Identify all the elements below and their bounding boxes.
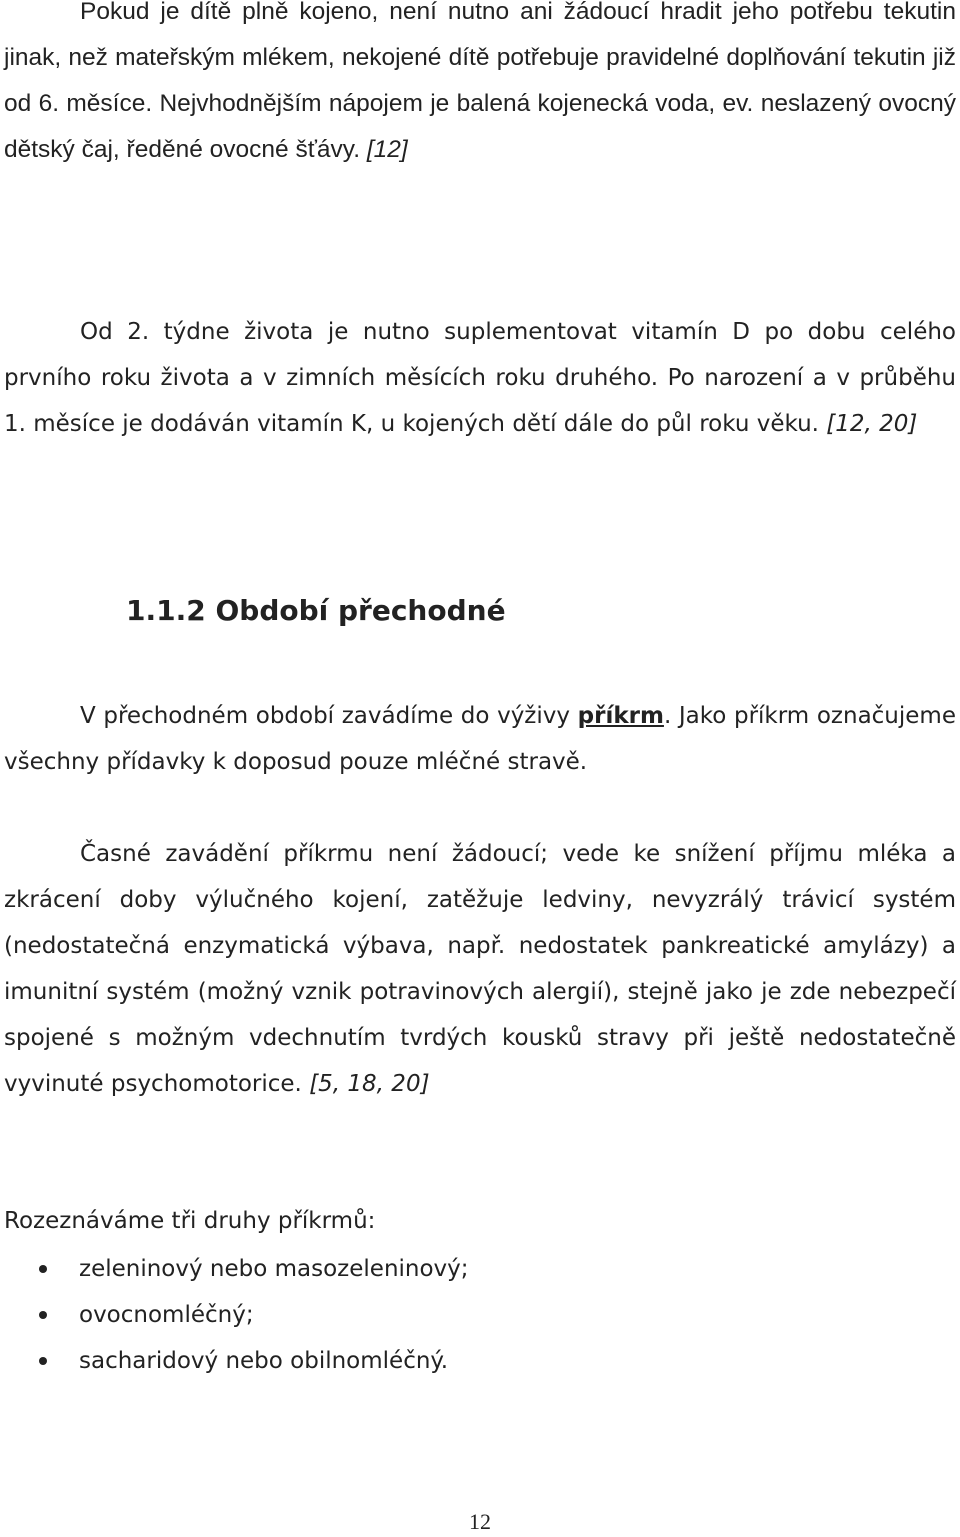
list-intro: Rozeznáváme tři druhy příkrmů: [4, 1208, 376, 1234]
paragraph-fluids-text: Pokud je dítě plně kojeno, není nutno ani žádoucí hradit jeho potřebu tekutin jinak, než mateřským mlékem, nekojené dítě potřebuje pravidelné doplňování tekutin již od 6. měsíce. Nejvhodnějším nápojem je balená kojenecká voda, ev. neslazený ovocný dětský čaj, ředěné ovocné šťávy. [4, 0, 956, 163]
bullet-icon [39, 1357, 47, 1365]
paragraph-transition-after: . Jako příkrm označujeme všechny přídavky k doposud pouze mléčné stravě. [4, 703, 956, 775]
list-item [0, 1338, 960, 1384]
list-item-text: sacharidový nebo obilnomléčný. [79, 1348, 449, 1374]
list-item [0, 1246, 960, 1292]
paragraph-early-introduction-text: Časné zavádění příkrmu není žádoucí; vede ke snížení příjmu mléka a zkrácení doby výlučného kojení, zatěžuje ledviny, nevyzrálý trávicí systém (nedostatečná enzymatická výbava, např. nedostatek pankreatické amylázy) a imunitní systém (možný vznik potravinových alergií), stejně jako je zde nebezpečí spojené s možným vdechnutím tvrdých kousků stravy při ještě nedostatečně vyvinuté psychomotorice. [4, 841, 956, 1097]
citation: [5, 18, 20] [309, 1071, 430, 1097]
food-types-list [0, 1246, 960, 1384]
page-number: 12 [469, 1509, 491, 1534]
section-heading: 1.1.2 Období přechodné [126, 594, 506, 627]
list-item-text: zeleninový nebo masozeleninový; [79, 1256, 469, 1282]
paragraph-vitamins [4, 309, 956, 447]
paragraph-fluids [4, 0, 956, 173]
list-item [0, 1292, 960, 1338]
bullet-icon [39, 1311, 47, 1319]
paragraph-transition-before: V přechodném období zavádíme do výživy [80, 703, 578, 729]
bullet-icon [39, 1265, 47, 1273]
paragraph-transition [4, 693, 956, 785]
key-term: příkrm [577, 703, 664, 729]
list-item-text: ovocnomléčný; [79, 1302, 254, 1328]
paragraph-vitamins-text: Od 2. týdne života je nutno suplementovat vitamín D po dobu celého prvního roku života a v zimních měsících roku druhého. Po narození a v průběhu 1. měsíce je dodáván vitamín K, u kojených dětí dále do půl roku věku. [4, 319, 956, 437]
citation: [12, 20] [826, 411, 918, 437]
citation: [12] [366, 136, 408, 163]
paragraph-early-introduction [4, 831, 956, 1107]
